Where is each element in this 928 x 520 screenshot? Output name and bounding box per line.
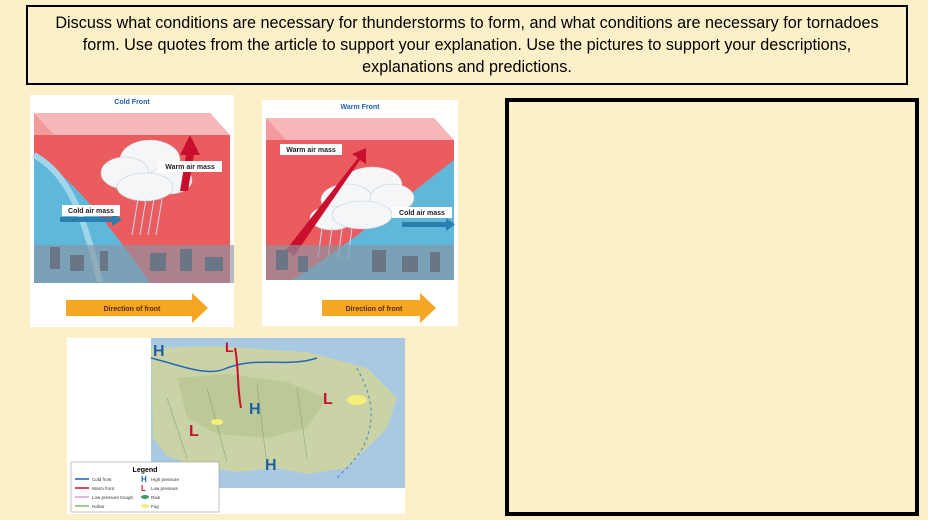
map-high-3: H: [265, 457, 277, 474]
legend-title: Legend: [132, 467, 158, 474]
legend-item-fog: Fog: [151, 504, 159, 509]
legend-item-warm-front: Warm front: [92, 486, 115, 491]
map-low-3: L: [189, 423, 199, 440]
prompt-box: [26, 5, 908, 85]
warm-front-cold-label: Cold air mass: [399, 210, 445, 217]
cold-front-direction: Direction of front: [103, 306, 161, 313]
cold-front-title: Cold Front: [114, 99, 150, 106]
legend-item-rain: Rain: [151, 495, 161, 500]
map-high-1: H: [153, 343, 165, 360]
warm-front-warm-label: Warm air mass: [286, 147, 336, 154]
legend-item-isobar: Isobar: [92, 504, 105, 509]
warm-front-direction: Direction of front: [345, 306, 403, 313]
svg-text:H: H: [141, 475, 147, 484]
map-low-2: L: [323, 391, 333, 408]
legend-item-trough: Low pressure trough: [92, 495, 134, 500]
legend-item-cold-front: Cold front: [92, 477, 112, 482]
svg-text:L: L: [141, 484, 146, 493]
cold-front-warm-label: Warm air mass: [165, 164, 215, 171]
cold-front-diagram: [30, 95, 234, 327]
map-legend: [71, 462, 219, 512]
warm-front-title: Warm Front: [340, 104, 380, 111]
cold-front-cold-label: Cold air mass: [68, 208, 114, 215]
warm-front-diagram: [262, 100, 458, 326]
answer-box[interactable]: [505, 98, 919, 516]
prompt-text: Discuss what conditions are necessary for thunderstorms to form, and what conditions are necessary for tornadoes form. Use quotes from the article to support your explanation. Use the pictures to support your descriptions, explanations and predictions.: [55, 14, 879, 76]
legend-item-low-pressure: Low pressure: [151, 486, 179, 491]
map-low-1: L: [225, 339, 234, 355]
weather-map: [67, 338, 405, 514]
map-high-2: H: [249, 401, 261, 418]
legend-item-high-pressure: High pressure: [151, 477, 180, 482]
